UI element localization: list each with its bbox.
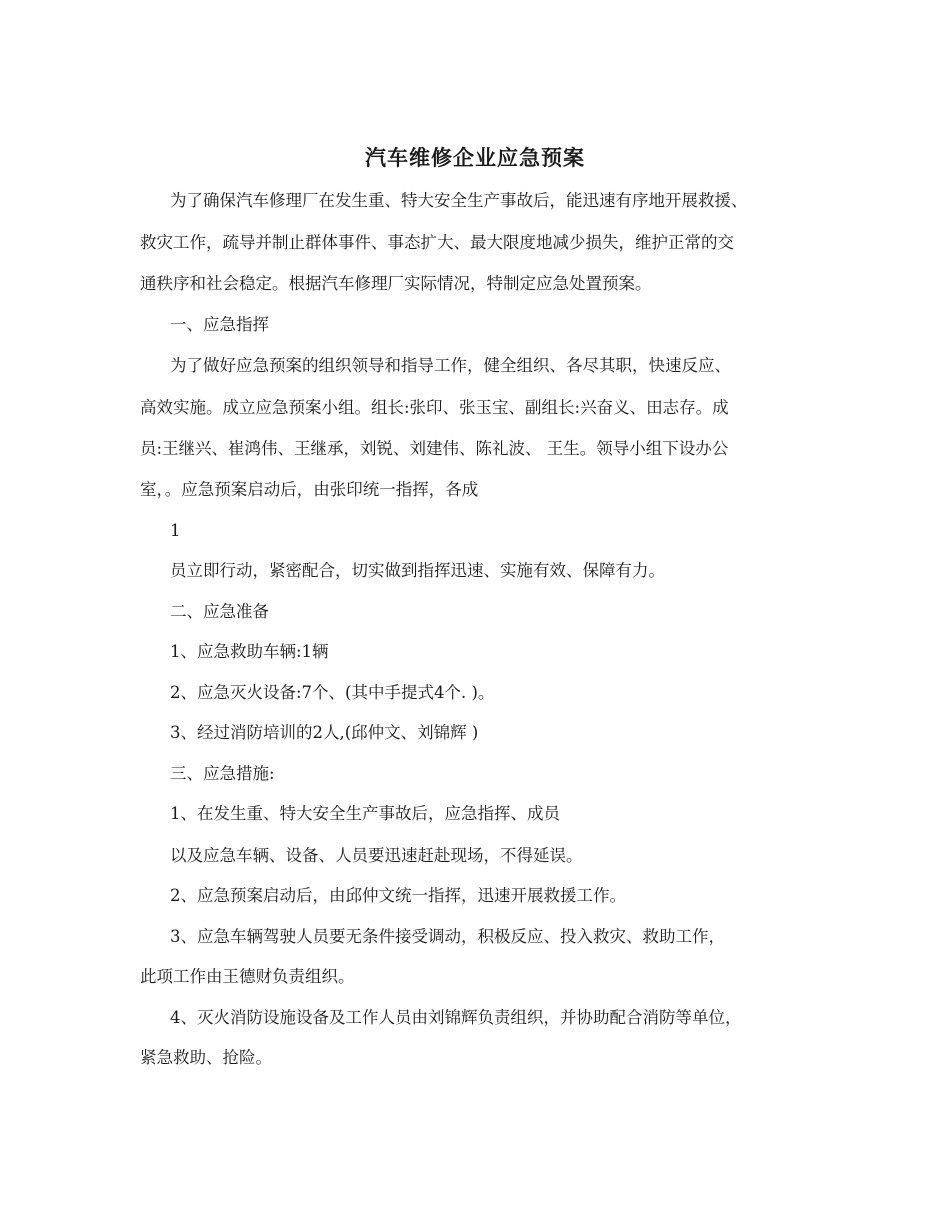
paragraph-line: 为了做好应急预案的组织领导和指导工作，健全组织、各尽其职，快速反应、 [170, 356, 731, 375]
paragraph-line: 室，。应急预案启动后，由张印统一指挥，各成 [140, 480, 479, 499]
list-item: 3、经过消防培训的2人,(邱仲文、刘锦辉 ) [170, 723, 479, 742]
section-heading: 一、应急指挥 [170, 315, 269, 334]
paragraph-line: 高效实施。成立应急预案小组。组长:张印、张玉宝、副组长:兴奋义、田志存。成 [140, 398, 729, 417]
list-item: 4、灭火消防设施设备及工作人员由刘锦辉负责组织，并协助配合消防等单位， [170, 1008, 742, 1027]
list-item: 3、应急车辆驾驶人员要无条件接受调动，积极反应、投入救灾、救助工作， [170, 927, 725, 946]
list-item-continuation: 以及应急车辆、设备、人员要迅速赶赴现场，不得延误。 [170, 846, 583, 865]
paragraph-line: 员立即行动，紧密配合，切实做到指挥迅速、实施有效、保障有力。 [170, 561, 665, 580]
paragraph-line: 为了确保汽车修理厂在发生重、特大安全生产事故后，能迅速有序地开展救援、 [170, 191, 748, 210]
list-item: 2、应急预案启动后，由邱仲文统一指挥，迅速开展救援工作。 [170, 886, 626, 905]
paragraph-line: 通秩序和社会稳定。根据汽车修理厂实际情况，特制定应急处置预案。 [140, 274, 652, 293]
list-item-continuation: 此项工作由王德财负责组织。 [140, 967, 355, 986]
page-number: 1 [170, 521, 181, 540]
section-heading: 三、应急措施: [170, 764, 275, 783]
list-item-continuation: 紧急救助、抢险。 [140, 1048, 272, 1067]
list-item: 1、应急救助车辆:1辆 [170, 642, 329, 661]
paragraph-line: 救灾工作，疏导并制止群体事件、事态扩大、最大限度地减少损失，维护正常的交 [140, 233, 734, 252]
list-item: 1、在发生重、特大安全生产事故后，应急指挥、成员 [170, 804, 560, 823]
section-heading: 二、应急准备 [170, 602, 269, 621]
list-item: 2、应急灭火设备:7个、(其中手提式4个. )。 [170, 683, 495, 702]
paragraph-line: 员:王继兴、崔鸿伟、王继承，刘锐、刘建伟、陈礼波、 王生。领导小组下设办公 [140, 439, 729, 458]
document-title: 汽车维修企业应急预案 [365, 145, 585, 170]
